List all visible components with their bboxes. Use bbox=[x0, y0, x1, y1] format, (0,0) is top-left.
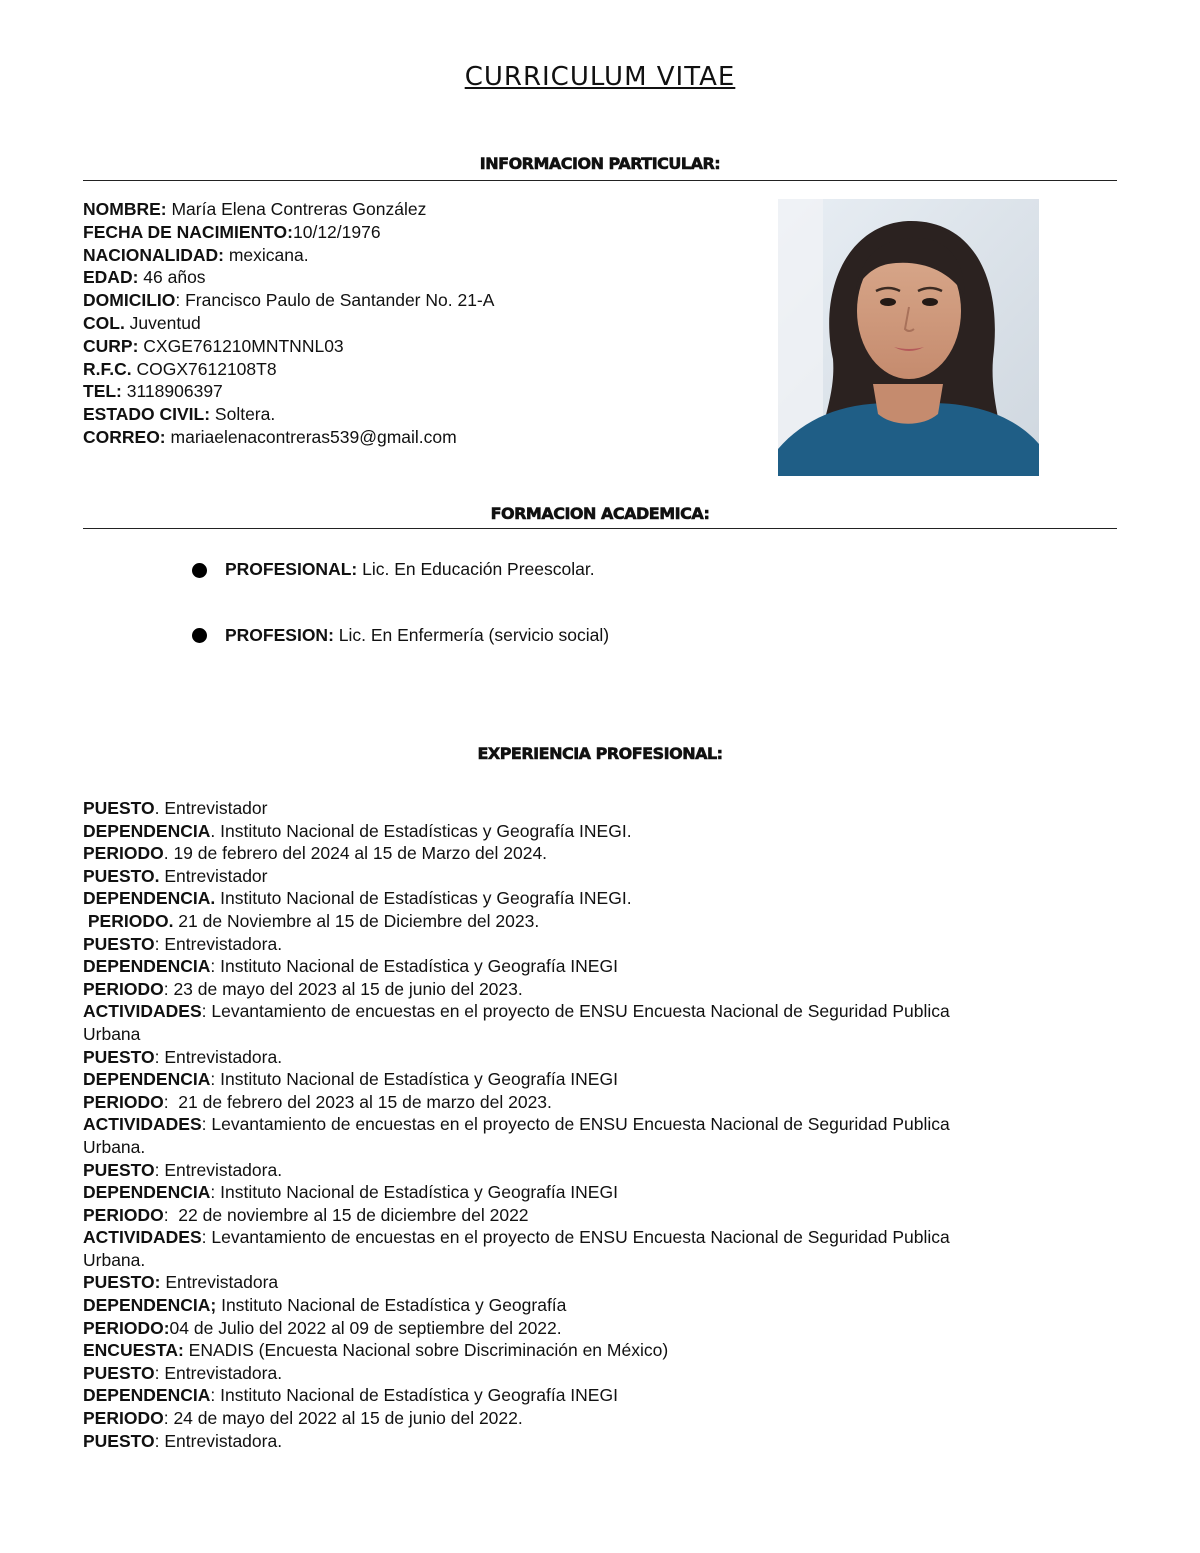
field-value: 46 años bbox=[138, 267, 206, 288]
field-label: PUESTO bbox=[83, 1159, 155, 1180]
experience-line bbox=[83, 1249, 950, 1272]
field-value: : Levantamiento de encuestas en el proyecto de ENSU Encuesta Nacional de Seguridad Publica bbox=[201, 1227, 950, 1248]
experience-line bbox=[83, 1271, 950, 1294]
field-value: María Elena Contreras González bbox=[166, 199, 427, 219]
experience-line bbox=[83, 1181, 950, 1204]
field-label: FECHA DE NACIMIENTO: bbox=[83, 221, 293, 242]
field-label: EDAD: bbox=[83, 267, 139, 288]
field-label: PUESTO. bbox=[83, 865, 160, 886]
experience-line bbox=[83, 1159, 950, 1182]
experience-line bbox=[83, 1000, 950, 1023]
field-value: : Entrevistadora. bbox=[154, 933, 283, 954]
field-label: PROFESION: bbox=[225, 625, 334, 645]
experience-line bbox=[83, 1113, 950, 1136]
personal-row-civil-status bbox=[83, 403, 494, 426]
field-label: NACIONALIDAD: bbox=[83, 244, 224, 265]
personal-row-nationality bbox=[83, 244, 494, 267]
field-value: Juventud bbox=[124, 312, 201, 333]
field-value: : 21 de febrero del 2023 al 15 de marzo del 2023. bbox=[163, 1091, 552, 1112]
field-value: mexicana. bbox=[223, 244, 309, 265]
experience-line bbox=[83, 865, 950, 888]
field-value: Lic. En Enfermería (servicio social) bbox=[333, 625, 610, 645]
field-label: PERIODO bbox=[83, 1408, 164, 1429]
section-heading-personal: INFORMACION PARTICULAR: bbox=[479, 154, 721, 173]
field-value: Instituto Nacional de Estadísticas y Geografía INEGI. bbox=[215, 888, 632, 909]
personal-row-curp bbox=[83, 335, 494, 358]
experience-line bbox=[83, 978, 950, 1001]
field-label: TEL: bbox=[83, 381, 122, 402]
experience-line bbox=[83, 1046, 950, 1069]
field-value: Urbana. bbox=[83, 1136, 146, 1157]
experience-line bbox=[83, 1204, 950, 1227]
field-value: Urbana bbox=[83, 1023, 141, 1044]
section-divider bbox=[83, 528, 1117, 529]
bullet-dot bbox=[192, 628, 207, 643]
personal-info bbox=[83, 198, 494, 449]
field-value: 10/12/1976 bbox=[293, 221, 381, 242]
field-value: : Entrevistadora. bbox=[154, 1046, 283, 1067]
field-label: ENCUESTA: bbox=[83, 1340, 184, 1361]
field-value: CXGE761210MNTNNL03 bbox=[138, 335, 344, 356]
personal-row-age bbox=[83, 266, 494, 289]
field-value: COGX7612108T8 bbox=[131, 358, 277, 379]
experience-line bbox=[83, 955, 950, 978]
field-label: PUESTO: bbox=[83, 1272, 161, 1293]
field-label: PUESTO bbox=[83, 1362, 155, 1383]
field-label: DEPENDENCIA bbox=[83, 1069, 211, 1090]
personal-row-phone bbox=[83, 380, 494, 403]
field-value: 21 de Noviembre al 15 de Diciembre del 2023. bbox=[173, 910, 540, 931]
field-value: : Entrevistadora. bbox=[154, 1362, 283, 1383]
field-value: : Instituto Nacional de Estadística y Geografía INEGI bbox=[210, 1385, 618, 1406]
experience-line bbox=[83, 1091, 950, 1114]
field-value: Entrevistadora bbox=[160, 1272, 279, 1293]
field-value: : Levantamiento de encuestas en el proyecto de ENSU Encuesta Nacional de Seguridad Publica bbox=[201, 1114, 950, 1135]
field-value: : Entrevistadora. bbox=[154, 1159, 283, 1180]
academic-item-profession bbox=[225, 625, 609, 646]
experience-line bbox=[83, 1226, 950, 1249]
experience-line bbox=[83, 910, 950, 933]
field-label: ACTIVIDADES bbox=[83, 1114, 202, 1135]
section-heading-experience: EXPERIENCIA PROFESIONAL: bbox=[477, 744, 723, 763]
experience-line bbox=[83, 1136, 950, 1159]
field-label: PUESTO bbox=[83, 933, 155, 954]
bullet-dot bbox=[192, 563, 207, 578]
experience-line bbox=[83, 1430, 950, 1453]
field-value: Instituto Nacional de Estadística y Geografía bbox=[216, 1295, 567, 1316]
personal-row-email bbox=[83, 426, 494, 449]
profile-photo bbox=[778, 199, 1039, 476]
field-label: DOMICILIO bbox=[83, 290, 176, 311]
field-label: DEPENDENCIA; bbox=[83, 1295, 217, 1316]
experience-line bbox=[83, 820, 950, 843]
field-value: 04 de Julio del 2022 al 09 de septiembre del 2022. bbox=[169, 1317, 562, 1338]
personal-row-name bbox=[83, 198, 494, 221]
section-heading-academic: FORMACION ACADEMICA: bbox=[490, 504, 710, 523]
experience-line bbox=[83, 1407, 950, 1430]
field-value: Urbana. bbox=[83, 1249, 146, 1270]
field-label: PERIODO bbox=[83, 1091, 164, 1112]
field-label: DEPENDENCIA bbox=[83, 956, 211, 977]
field-label: ACTIVIDADES bbox=[83, 1001, 202, 1022]
field-label: NOMBRE: bbox=[83, 199, 167, 219]
experience-line bbox=[83, 1068, 950, 1091]
field-value: . 19 de febrero del 2024 al 15 de Marzo del 2024. bbox=[163, 843, 548, 864]
experience-line bbox=[83, 887, 950, 910]
field-label: ACTIVIDADES bbox=[83, 1227, 202, 1248]
academic-item-professional bbox=[225, 559, 595, 580]
personal-row-rfc bbox=[83, 358, 494, 381]
field-label: DEPENDENCIA bbox=[83, 820, 211, 841]
experience-list bbox=[83, 797, 950, 1452]
experience-line bbox=[83, 797, 950, 820]
field-value: Lic. En Educación Preescolar. bbox=[357, 559, 595, 579]
field-value: . Entrevistador bbox=[154, 798, 268, 818]
field-label: PROFESIONAL: bbox=[225, 559, 358, 579]
field-label: DEPENDENCIA. bbox=[83, 888, 216, 909]
personal-row-neighborhood bbox=[83, 312, 494, 335]
personal-row-birthdate bbox=[83, 221, 494, 244]
experience-line bbox=[83, 1362, 950, 1385]
field-value: : 22 de noviembre al 15 de diciembre del 2022 bbox=[163, 1204, 529, 1225]
field-label: PERIODO. bbox=[83, 910, 174, 931]
field-value: : Instituto Nacional de Estadística y Geografía INEGI bbox=[210, 1182, 618, 1203]
field-value: : Instituto Nacional de Estadística y Geografía INEGI bbox=[210, 956, 618, 977]
field-value: ENADIS (Encuesta Nacional sobre Discriminación en México) bbox=[183, 1340, 669, 1361]
experience-line bbox=[83, 1023, 950, 1046]
personal-row-address bbox=[83, 289, 494, 312]
field-label: PERIODO: bbox=[83, 1317, 170, 1338]
field-value: Entrevistador bbox=[159, 865, 268, 886]
document-title: CURRICULUM VITAE bbox=[464, 62, 736, 92]
field-label: PERIODO bbox=[83, 843, 164, 864]
experience-line bbox=[83, 1317, 950, 1340]
experience-line bbox=[83, 933, 950, 956]
field-label: ESTADO CIVIL: bbox=[83, 404, 211, 425]
field-label: PUESTO bbox=[83, 798, 155, 818]
field-label: PUESTO bbox=[83, 1430, 155, 1451]
field-value: : Entrevistadora. bbox=[154, 1430, 283, 1451]
field-label: DEPENDENCIA bbox=[83, 1385, 211, 1406]
field-value: Soltera. bbox=[210, 404, 276, 425]
experience-line bbox=[83, 1294, 950, 1317]
field-label: CORREO: bbox=[83, 426, 166, 447]
experience-line bbox=[83, 1339, 950, 1362]
field-value: : Levantamiento de encuestas en el proyecto de ENSU Encuesta Nacional de Seguridad Publica bbox=[201, 1001, 950, 1022]
field-label: DEPENDENCIA bbox=[83, 1182, 211, 1203]
experience-line bbox=[83, 1384, 950, 1407]
field-value: mariaelenacontreras539@gmail.com bbox=[165, 426, 457, 447]
experience-line bbox=[83, 842, 950, 865]
field-value: : Francisco Paulo de Santander No. 21-A bbox=[175, 290, 495, 311]
field-value: . Instituto Nacional de Estadísticas y Geografía INEGI. bbox=[210, 820, 632, 841]
field-value: 3118906397 bbox=[121, 381, 223, 402]
field-value: : Instituto Nacional de Estadística y Geografía INEGI bbox=[210, 1069, 618, 1090]
section-divider bbox=[83, 180, 1117, 181]
field-label: CURP: bbox=[83, 335, 139, 356]
field-label: COL. bbox=[83, 312, 125, 333]
field-value: : 23 de mayo del 2023 al 15 de junio del 2023. bbox=[163, 978, 523, 999]
field-value: : 24 de mayo del 2022 al 15 de junio del 2022. bbox=[163, 1408, 523, 1429]
field-label: PUESTO bbox=[83, 1046, 155, 1067]
field-label: R.F.C. bbox=[83, 358, 132, 379]
field-label: PERIODO bbox=[83, 1204, 164, 1225]
field-label: PERIODO bbox=[83, 978, 164, 999]
